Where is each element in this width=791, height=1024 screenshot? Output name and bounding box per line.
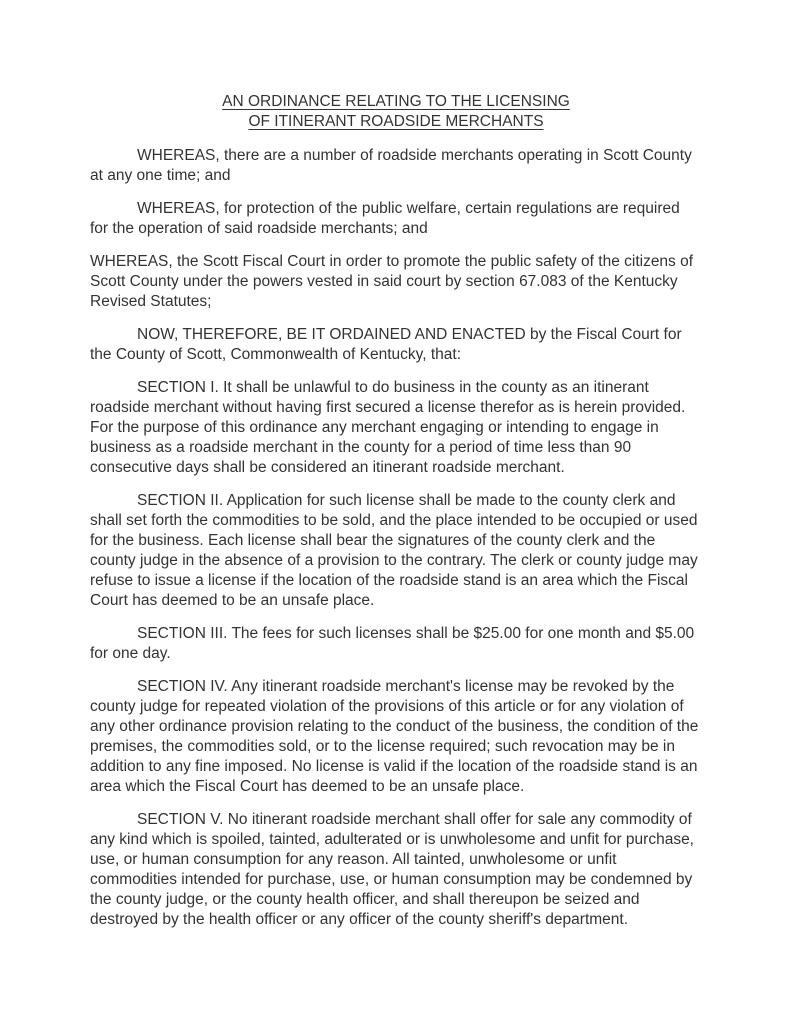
paragraph: NOW, THEREFORE, BE IT ORDAINED AND ENACTED by the Fiscal Court for the County of Scott, Commonwealth of Kentucky, that: (90, 326, 682, 363)
document-body (90, 146, 702, 930)
document-title (90, 92, 702, 132)
paragraph: SECTION III. The fees for such licenses shall be $25.00 for one month and $5.00 for one day. (90, 625, 695, 662)
paragraph: WHEREAS, for protection of the public welfare, certain regulations are required for the operation of said roadside merchants; and (90, 200, 680, 237)
paragraph: SECTION II. Application for such license shall be made to the county clerk and shall set forth the commodities to be sold, and the place intended to be occupied or used for the business. Each license shall bear the signatures of the county clerk and the county judge in the absence of a provision to the contrary. The clerk or county judge may refuse to issue a license if the location of the roadside stand is an area which the Fiscal Court has deemed to be an unsafe place. (90, 492, 698, 609)
title-line-1: AN ORDINANCE RELATING TO THE LICENSING (222, 93, 570, 110)
paragraph: SECTION I. It shall be unlawful to do business in the county as an itinerant roadside merchant without having first secured a license therefor as is herein provided. For the purpose of this ordinance any merchant engaging or intending to engage in business as a roadside merchant in the county for a period of time less than 90 consecutive days shall be considered an itinerant roadside merchant. (90, 379, 686, 476)
paragraph: SECTION IV. Any itinerant roadside merchant's license may be revoked by the county judge for repeated violation of the provisions of this article or for any violation of any other ordinance provision relating to the conduct of the business, the condition of the premises, the commodities sold, or to the license required; such revocation may be in addition to any fine imposed. No license is valid if the location of the roadside stand is an area which the Fiscal Court has deemed to be an unsafe place. (90, 678, 699, 795)
title-line-2: OF ITINERANT ROADSIDE MERCHANTS (248, 113, 544, 130)
paragraph: SECTION V. No itinerant roadside merchant shall offer for sale any commodity of any kind which is spoiled, tainted, adulterated or is unwholesome and unfit for purchase, use, or human consumption for any reason. All tainted, unwholesome or unfit commodities intended for purchase, use, or human consumption may be condemned by the county judge, or the county health officer, and shall thereupon be seized and destroyed by the health officer or any officer of the county sheriff's department. (90, 811, 694, 928)
paragraph: WHEREAS, the Scott Fiscal Court in order to promote the public safety of the citizens of Scott County under the powers vested in said court by section 67.083 of the Kentucky Revised Statutes; (90, 253, 694, 310)
paragraph: WHEREAS, there are a number of roadside merchants operating in Scott County at any one time; and (90, 147, 692, 184)
